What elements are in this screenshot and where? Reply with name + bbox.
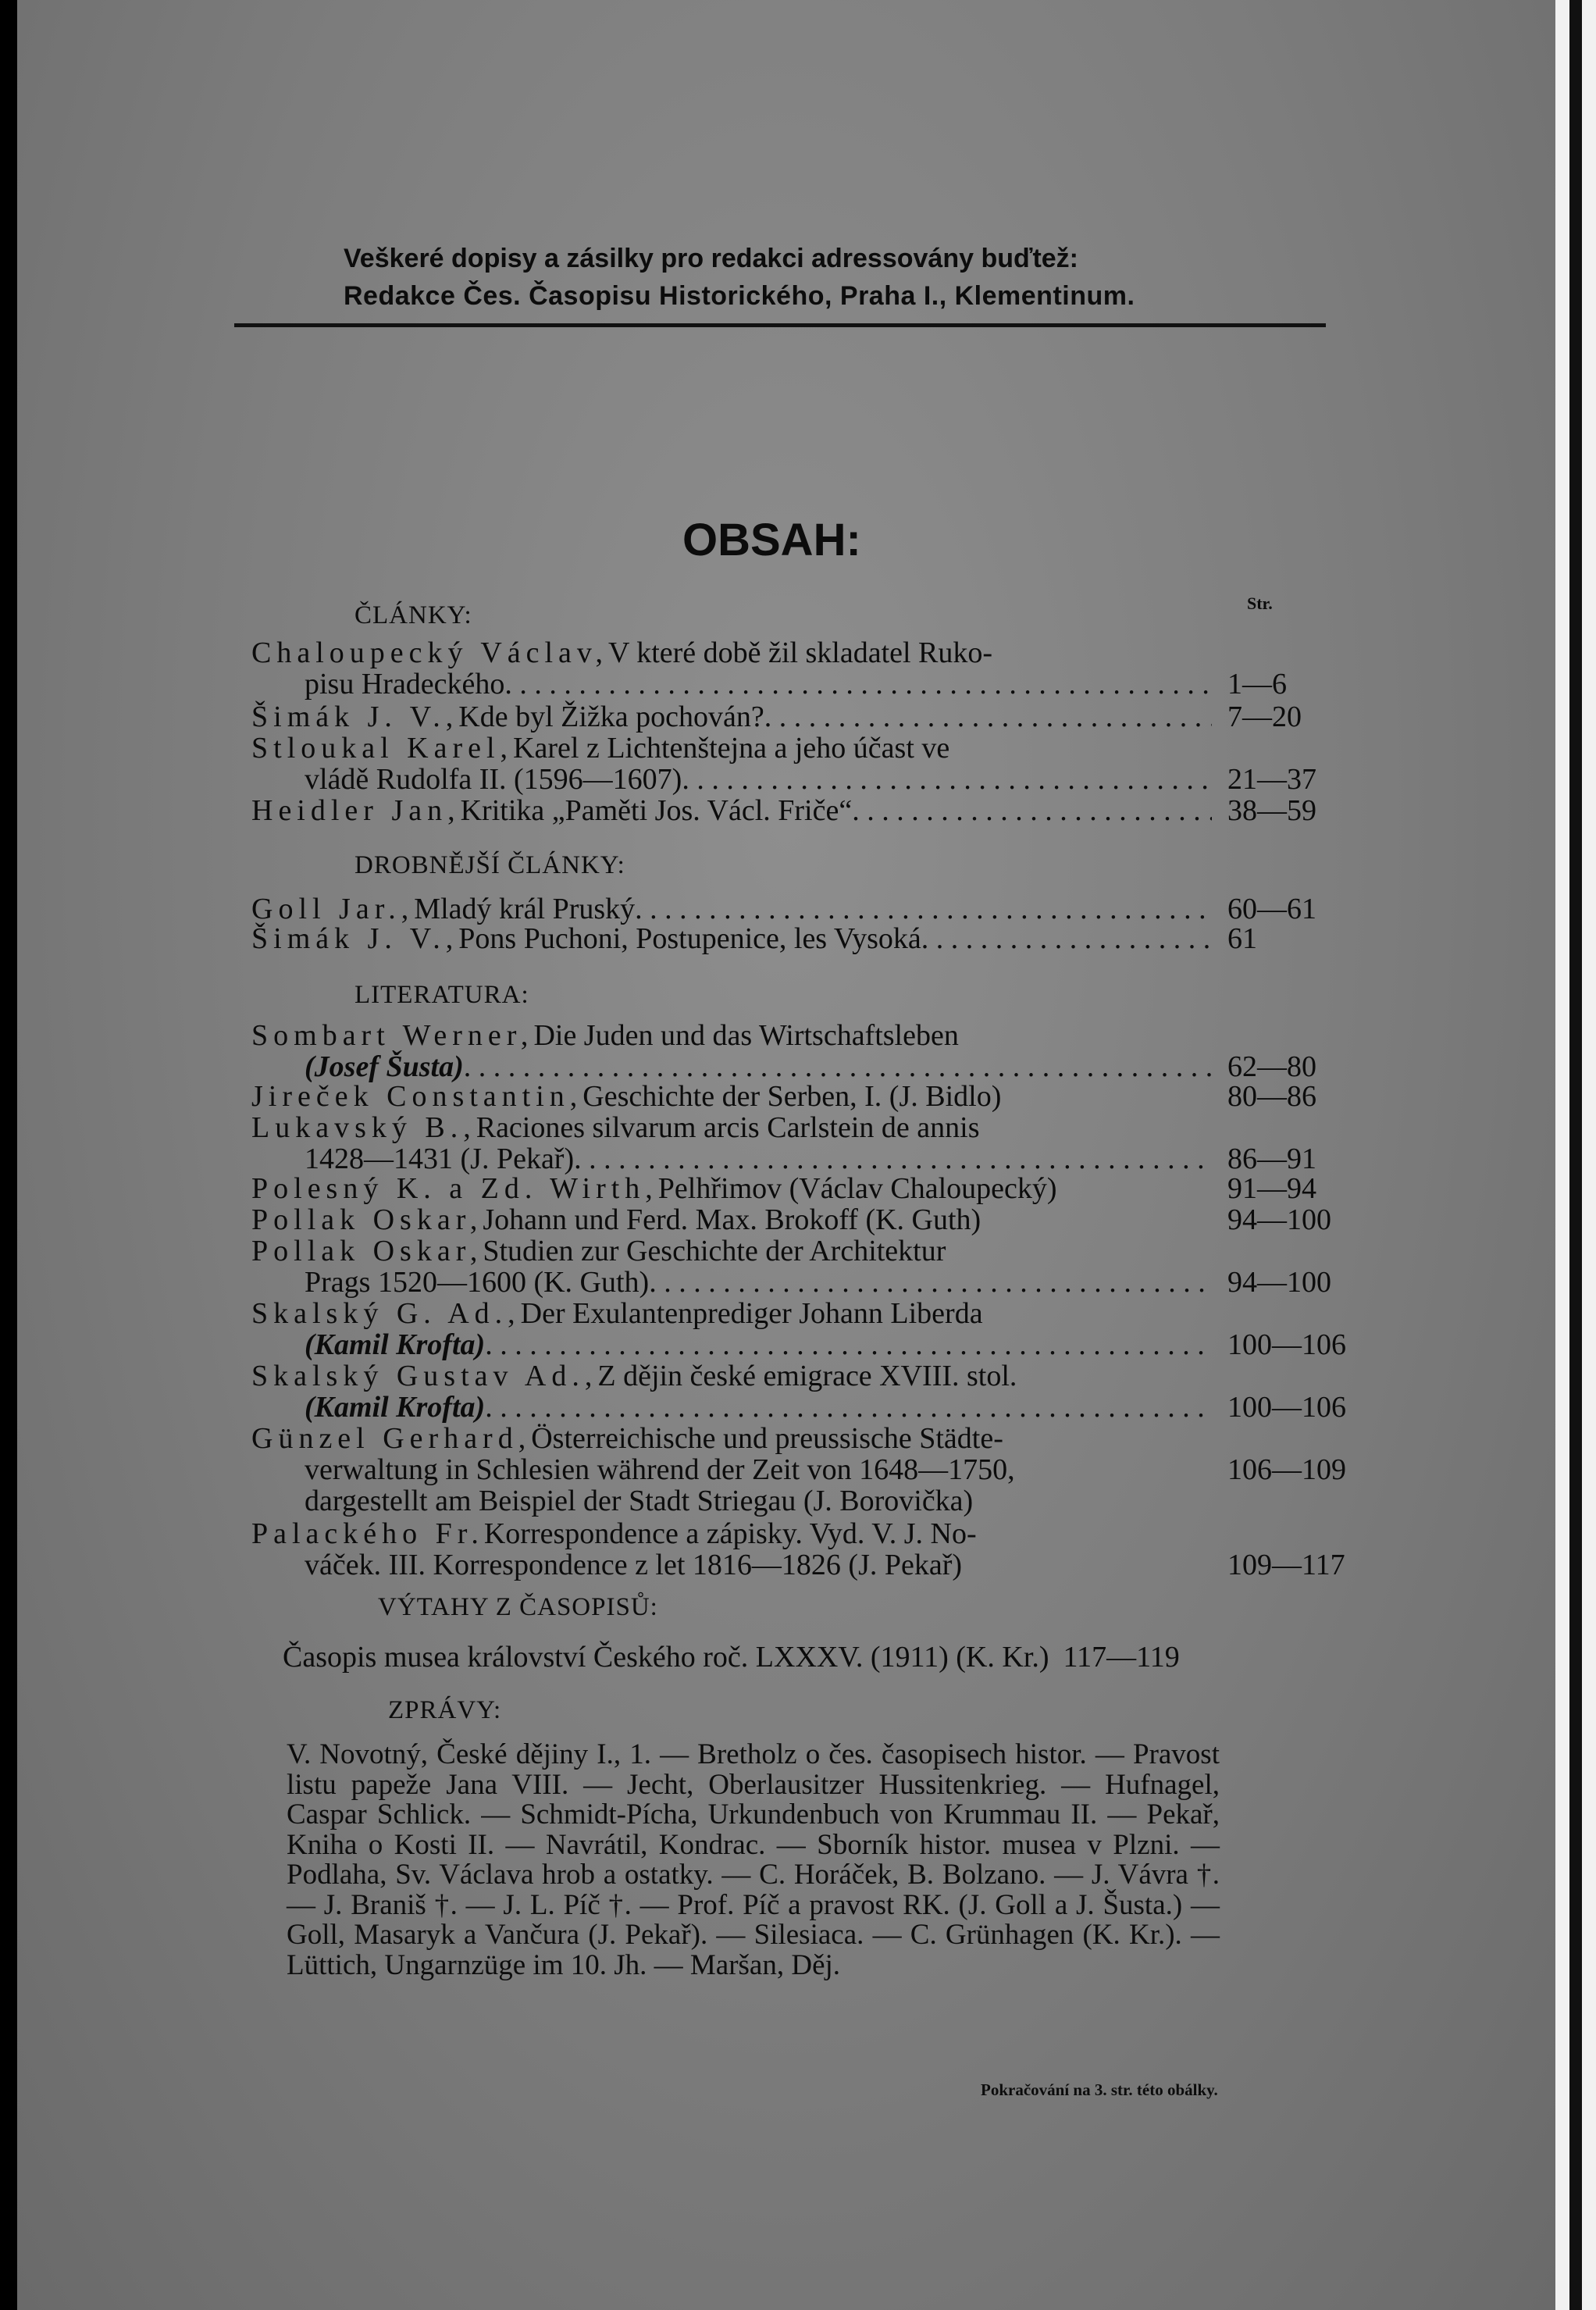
- toc-entry: [251, 1235, 1331, 1299]
- section-heading-news: ZPRÁVY:: [388, 1696, 502, 1724]
- entry-title-cont: váček. III. Korrespondence z let 1816—1826 (J. Pekař): [305, 1549, 963, 1581]
- entry-pages: 100—106: [1227, 1328, 1346, 1361]
- entry-pages: 117—119: [1063, 1641, 1180, 1674]
- entry-pages: 21—37: [1227, 763, 1316, 796]
- entry-title-cont: pisu Hradeckého: [305, 668, 505, 700]
- entry-title-cont: dargestellt am Beispiel der Stadt Striegau (J. Borovička): [305, 1485, 974, 1517]
- entry-author: Pollak Oskar,: [251, 1203, 483, 1236]
- entry-title-cont: (Kamil Krofta): [305, 1328, 486, 1361]
- toc-entry: [251, 1360, 1346, 1424]
- entry-title: Pons Puchoni, Postupenice, les Vysoká: [458, 922, 921, 955]
- entry-title-cont: (Kamil Krofta): [305, 1391, 486, 1424]
- entry-title: Österreichische und preussische Städte-: [531, 1422, 1003, 1455]
- toc-entry: [251, 1297, 1346, 1361]
- toc-entry: [251, 1111, 1316, 1175]
- entry-title: Die Juden und das Wirtschaftsleben: [533, 1019, 959, 1052]
- entry-pages: 106—109: [1227, 1453, 1346, 1486]
- entry-pages: 61: [1227, 922, 1257, 955]
- entry-author: Skalský Gustav Ad.,: [251, 1360, 598, 1392]
- toc-entry: [251, 1080, 1316, 1113]
- toc-entry: [251, 636, 1287, 700]
- entry-title-cont: (Josef Šusta): [305, 1050, 464, 1083]
- toc-entry: [283, 1640, 1180, 1674]
- contents-title: OBSAH:: [682, 515, 861, 565]
- header-rule: [234, 323, 1326, 327]
- toc-entry: [251, 1172, 1316, 1205]
- entry-pages: 109—117: [1227, 1549, 1345, 1581]
- address-line-2: Redakce Čes. Časopisu Historického, Praha I., Klementinum.: [344, 281, 1135, 311]
- document-page: [17, 0, 1555, 2310]
- entry-author: Sombart Werner,: [251, 1019, 534, 1052]
- entry-pages: 1—6: [1227, 668, 1287, 700]
- entry-pages: 91—94: [1227, 1172, 1316, 1205]
- entry-author: Goll Jar.,: [251, 893, 415, 925]
- entry-title: Studien zur Geschichte der Architektur: [483, 1235, 946, 1267]
- entry-title: Korrespondence a zápisky. Vyd. V. J. No-: [483, 1517, 977, 1550]
- toc-entry: [251, 1203, 1331, 1236]
- continued-note: Pokračování na 3. str. této obálky.: [981, 2080, 1218, 2099]
- entry-author: Polesný K. a Zd. Wirth,: [251, 1172, 658, 1205]
- entry-title-cont: verwaltung in Schlesien während der Zeit von 1648—1750,: [305, 1453, 1015, 1486]
- entry-author: Pollak Oskar,: [251, 1235, 483, 1267]
- entry-title: Raciones silvarum arcis Carlstein de annis: [476, 1111, 980, 1144]
- entry-pages: 80—86: [1227, 1080, 1316, 1113]
- section-heading-articles: ČLÁNKY:: [354, 601, 472, 629]
- entry-title: Kde byl Žižka pochován?: [458, 700, 764, 733]
- entry-title-cont: vládě Rudolfa II. (1596—1607): [305, 763, 682, 796]
- toc-entry: [251, 1517, 1345, 1581]
- page-column-label: Str.: [1247, 594, 1273, 613]
- toc-entry: [251, 922, 1257, 955]
- entry-title: Johann und Ferd. Max. Brokoff (K. Guth): [483, 1203, 981, 1236]
- entry-author: Stloukal Karel,: [251, 732, 514, 765]
- entry-title: Geschichte der Serben, I. (J. Bidlo): [582, 1080, 1002, 1113]
- page-edge-shadow: [1569, 0, 1582, 2310]
- entry-pages: 86—91: [1227, 1143, 1316, 1175]
- entry-pages: 94—100: [1227, 1266, 1331, 1299]
- entry-author: Jireček Constantin,: [251, 1080, 583, 1113]
- entry-title: Z dějin české emigrace XVIII. stol.: [597, 1360, 1017, 1392]
- entry-author: Palackého Fr.: [251, 1517, 484, 1550]
- entry-pages: 60—61: [1227, 893, 1316, 925]
- toc-entry: [251, 1019, 1316, 1083]
- entry-title: Časopis musea království Českého roč. LXXXV. (1911) (K. Kr.): [283, 1641, 1049, 1674]
- entry-author: Šimák J. V.,: [251, 700, 459, 733]
- section-heading-short-articles: DROBNĚJŠÍ ČLÁNKY:: [354, 851, 625, 879]
- news-paragraph: V. Novotný, České dějiny I., 1. — Bretholz o čes. časopisech histor. — Pravost listu papeže Jana VIII. — Jecht, Oberlausitzer Hussitenkrieg. — Hufnagel, Caspar Schlick. — Schmidt-Pícha, Urkundenbuch von Krummau II. — Pekař, Kniha o Kosti II. — Navrátil, Kondrac. — Sborník histor. musea v Plzni. — Podlaha, Sv. Václava hrob a ostatky. — C. Horáček, B. Bolzano. — J. Vávra †. — J. Braniš †. — J. L. Píč †. — Prof. Píč a pravost RK. (J. Goll a J. Šusta.) — Goll, Masaryk a Vančura (J. Pekař). — Silesiaca. — C. Grünhagen (K. Kr.). — Lüttich, Ungarnzüge im 10. Jh. — Maršan, Děj.: [287, 1738, 1220, 1981]
- entry-pages: 38—59: [1227, 794, 1316, 827]
- entry-title: Mladý král Pruský: [414, 893, 636, 925]
- entry-title-cont: 1428—1431 (J. Pekař): [305, 1143, 575, 1175]
- entry-title-cont: Prags 1520—1600 (K. Guth): [305, 1266, 650, 1299]
- entry-author: Skalský G. Ad.,: [251, 1297, 521, 1330]
- entry-title: Karel z Lichtenštejna a jeho účast ve: [513, 732, 950, 765]
- toc-entry: [251, 893, 1316, 925]
- entry-pages: 7—20: [1227, 700, 1302, 733]
- entry-author: Chaloupecký Václav,: [251, 636, 608, 669]
- entry-author: Lukavský B.,: [251, 1111, 476, 1144]
- section-heading-journal-excerpts: VÝTAHY Z ČASOPISŮ:: [378, 1593, 658, 1621]
- entry-author: Günzel Gerhard,: [251, 1422, 532, 1455]
- entry-author: Šimák J. V.,: [251, 922, 459, 955]
- entry-pages: 62—80: [1227, 1050, 1316, 1083]
- toc-entry: [251, 700, 1302, 733]
- entry-title: Pelhřimov (Václav Chaloupecký): [657, 1172, 1057, 1205]
- entry-title: Der Exulantenprediger Johann Liberda: [520, 1297, 983, 1330]
- toc-entry: [251, 1422, 1346, 1517]
- entry-title: V které době žil skladatel Ruko-: [607, 636, 993, 669]
- section-heading-literature: LITERATURA:: [354, 981, 529, 1009]
- entry-pages: 94—100: [1227, 1203, 1331, 1236]
- toc-entry: [251, 732, 1316, 796]
- entry-title: Kritika „Paměti Jos. Václ. Friče“: [460, 794, 853, 827]
- entry-author: Heidler Jan,: [251, 794, 461, 827]
- toc-entry: [251, 794, 1316, 827]
- entry-pages: 100—106: [1227, 1391, 1346, 1424]
- address-line-1: Veškeré dopisy a zásilky pro redakci adressovány buďtež:: [344, 244, 1078, 273]
